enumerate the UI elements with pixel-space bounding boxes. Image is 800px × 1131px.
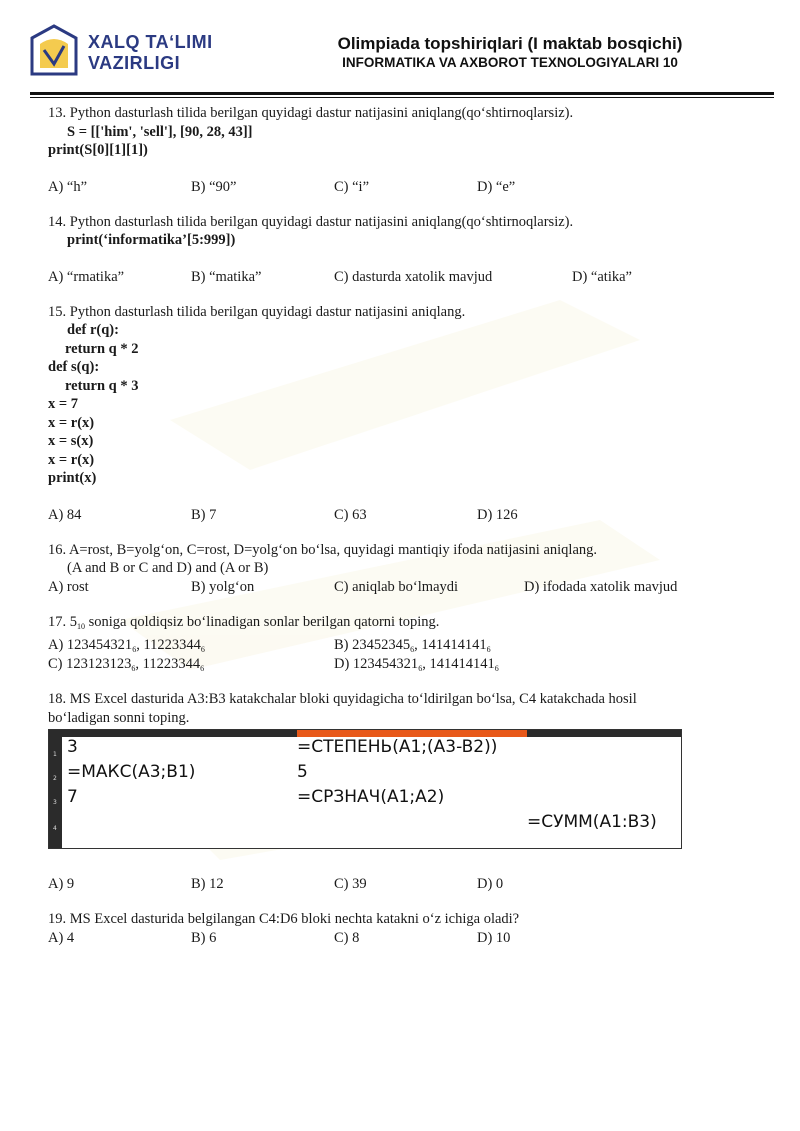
q18-option-a: A) 9 xyxy=(48,876,75,892)
q13-option-a: A) “h” xyxy=(48,178,88,195)
q15-code-line: def s(q): xyxy=(48,359,100,375)
q16-text: 16. A=rost, B=yolg‘on, C=rost, D=yolg‘on bo‘lsa, quyidagi mantiqiy ifoda natijasini aniqlang. xyxy=(48,541,598,558)
q14-options xyxy=(48,268,758,287)
q15-code-line: x = r(x) xyxy=(48,414,95,431)
q15-option-b: B) 7 xyxy=(191,506,217,523)
q14-text: 14. Python dasturlash tilida berilgan quyidagi dastur natijasini aniqlang(qo‘shtirnoqlarsiz). xyxy=(48,213,574,230)
q15-option-a: A) 84 xyxy=(48,506,82,523)
q16-expression: (A and B or C and D) and (A or B) xyxy=(67,560,269,576)
q17-text: 17. $5_{10}$ soniga qoldiqsiz bo‘linadigan sonlar berilgan qatorni toping. xyxy=(48,613,440,631)
page-subtitle: INFORMATIKA VA AXBOROT TEXNOLOGIYALARI 10 xyxy=(342,55,678,70)
q13-code-line: S = [['him', 'sell'], [90, 28, 43]] xyxy=(67,123,253,140)
cell-a2: =МАКС(A3;B1) xyxy=(67,762,196,782)
logo-line2: VAZIRLIGI xyxy=(88,53,181,73)
cell-c4: =СУММ(A1:B3) xyxy=(527,812,657,832)
cell-b2: 5 xyxy=(297,762,308,782)
q15-code-line: def r(q): xyxy=(67,322,119,338)
q18-options xyxy=(48,875,758,894)
cell-a3: 7 xyxy=(67,787,78,807)
excel-selected-column xyxy=(297,730,527,737)
logo xyxy=(28,22,238,84)
q15-code-line: x = s(x) xyxy=(48,433,94,449)
cell-a1: 3 xyxy=(67,737,78,757)
questions xyxy=(48,104,758,948)
cell-b3: =СРЗНАЧ(A1;A2) xyxy=(297,787,445,807)
q19-text: 19. MS Excel dasturida belgilangan C4:D6 bloki nechta katakni o‘z ichiga oladi? xyxy=(48,911,520,927)
q13-options xyxy=(48,178,758,197)
q14-option-a: A) “rmatika” xyxy=(48,268,125,285)
q14-code-line: print(‘informatika’[5:999]) xyxy=(67,232,236,248)
q19-option-a: A) 4 xyxy=(48,929,75,946)
logo-emblem-icon xyxy=(28,24,80,82)
q15-code-line: print(x) xyxy=(48,470,97,486)
logo-line1: XALQ TAʻLIMI xyxy=(88,32,213,52)
q15-code-line: return q * 3 xyxy=(65,377,139,394)
q13-option-d: D) “e” xyxy=(477,178,516,195)
q15-text: 15. Python dasturlash tilida berilgan quyidagi dastur natijasini aniqlang. xyxy=(48,303,466,320)
q15-option-d: D) 126 xyxy=(477,506,518,523)
q16-options xyxy=(48,578,758,597)
q13-option-b: B) “90” xyxy=(191,178,237,195)
page-title: Olimpiada topshiriqlari (I maktab bosqichi) xyxy=(337,34,683,53)
q18-option-d: D) 0 xyxy=(477,876,504,892)
header-divider-thin xyxy=(30,97,774,98)
q18-option-c: C) 39 xyxy=(334,876,367,892)
q19-options xyxy=(48,929,758,948)
logo-text xyxy=(88,32,213,74)
q15-code-line: return q * 2 xyxy=(65,340,139,357)
q15-code-line: x = r(x) xyxy=(48,451,95,468)
q16-option-d: D) ifodada xatolik mavjud xyxy=(524,578,678,595)
q13-option-c: C) “i” xyxy=(334,178,370,195)
q17-options-row2 xyxy=(48,655,758,674)
q17-option-b: B) $23452345_6$, $141414141_6$ xyxy=(334,637,491,654)
excel-sheet: 1 2 3 4 3 =СТЕПЕНЬ(A1;(A3-B2)) =МАКС(A3;B1) 5 7 =СРЗНАЧ(A1;A2) =СУММ(A1:B3) xyxy=(48,729,682,849)
q14-option-d: D) “atika” xyxy=(572,268,632,285)
q13-text: 13. Python dasturlash tilida berilgan quyidagi dastur natijasini aniqlang(qo‘shtirnoqlarsiz). xyxy=(48,105,574,121)
excel-column-header xyxy=(49,730,681,737)
q17-options-row1 xyxy=(48,636,758,655)
header-divider xyxy=(30,92,774,95)
q16-option-a: A) rost xyxy=(48,578,89,595)
q16-option-b: B) yolg‘on xyxy=(191,578,255,595)
q14-option-c: C) dasturda xatolik mavjud xyxy=(334,268,493,285)
q13-code-line: print(S[0][1][1]) xyxy=(48,142,148,158)
q19-option-c: C) 8 xyxy=(334,929,360,946)
q19-option-d: D) 10 xyxy=(477,929,511,946)
q17-option-a: A) $123454321_6$, $11223344_6$ xyxy=(48,637,205,654)
q15-option-c: C) 63 xyxy=(334,506,367,523)
q15-code-line: x = 7 xyxy=(48,396,79,412)
q15-options xyxy=(48,506,758,525)
q14-option-b: B) “matika” xyxy=(191,268,262,285)
q17-option-d: D) $123454321_6$, $141414141_6$ xyxy=(334,656,499,673)
cell-b1: =СТЕПЕНЬ(A1;(A3-B2)) xyxy=(297,737,498,757)
q18-text: 18. MS Excel dasturida A3:B3 katakchalar bloki quyidagicha to‘ldirilgan bo‘lsa, C4 katakchada hosil xyxy=(48,691,637,707)
q18-option-b: B) 12 xyxy=(191,876,224,892)
q19-option-b: B) 6 xyxy=(191,929,217,946)
q18-text-cont: bo‘ladigan sonni toping. xyxy=(48,709,190,726)
q17-option-c: C) $123123123_6$, $11223344_6$ xyxy=(48,656,205,673)
q16-option-c: C) aniqlab bo‘lmaydi xyxy=(334,578,459,595)
